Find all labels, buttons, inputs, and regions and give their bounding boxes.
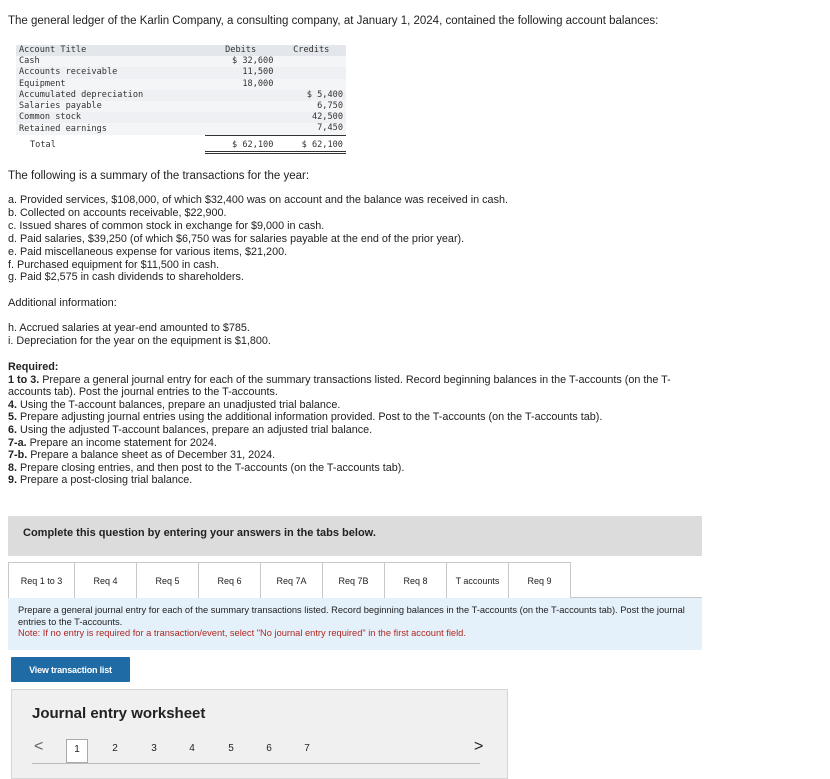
tab-req-1-to-3[interactable]: Req 1 to 3 — [8, 562, 75, 598]
view-transaction-list-button[interactable]: View transaction list — [11, 657, 130, 682]
ledger-total-row — [16, 135, 346, 152]
required-text: Prepare a post-closing trial balance. — [17, 474, 193, 487]
page-6[interactable]: 6 — [266, 743, 272, 754]
transaction-item: b. Collected on accounts receivable, $22,900. — [8, 206, 227, 219]
page-3[interactable]: 3 — [151, 743, 157, 754]
ledger-cell-debit — [205, 101, 277, 112]
required-heading: Required: — [8, 361, 59, 373]
ledger-cell-title: Accumulated depreciation — [16, 90, 205, 101]
ledger-cell-debit: $ 32,600 — [205, 56, 277, 67]
ledger-cell-debit: 11,500 — [205, 67, 277, 78]
required-item — [8, 424, 708, 437]
journal-entry-worksheet — [11, 689, 508, 779]
page-1[interactable]: 1 — [66, 739, 88, 763]
page-4[interactable]: 4 — [189, 743, 195, 754]
ledger-cell-debit: 18,000 — [205, 79, 277, 90]
ledger-row — [16, 90, 346, 101]
chevron-right-icon[interactable]: > — [474, 738, 484, 755]
ledger-cell-credit — [276, 56, 346, 67]
ledger-total-label: Total — [16, 135, 205, 152]
required-item — [8, 474, 708, 487]
intro-text: The general ledger of the Karlin Company, a consulting company, at January 1, 2024, contained the following account balances: — [8, 15, 659, 27]
ledger-cell-debit — [205, 112, 277, 123]
ledger-cell-credit: $ 5,400 — [276, 90, 346, 101]
ledger-row — [16, 101, 346, 112]
transaction-list — [8, 194, 508, 284]
ledger-cell-title: Accounts receivable — [16, 67, 205, 78]
ledger-cell-credit — [276, 67, 346, 78]
tab-req-6[interactable]: Req 6 — [198, 562, 261, 598]
page-5[interactable]: 5 — [228, 743, 234, 754]
ledger-cell-credit — [276, 79, 346, 90]
required-text: Prepare adjusting journal entries using the additional information provided. Post to the T-accounts (on the T-accounts tab). — [17, 411, 603, 424]
tab-req-4[interactable]: Req 4 — [74, 562, 137, 598]
tab-t-accounts[interactable]: T accounts — [446, 562, 509, 598]
required-item — [8, 411, 708, 424]
ledger-header-credit: Credits — [276, 45, 346, 56]
ledger-cell-debit — [205, 123, 277, 135]
ledger-total-credit: $ 62,100 — [276, 135, 346, 152]
required-label: 7-b. — [8, 449, 28, 462]
required-label: 1 to 3. — [8, 373, 40, 386]
transaction-item: e. Paid miscellaneous expense for various items, $21,200. — [8, 245, 288, 258]
ledger-total-debit: $ 62,100 — [205, 135, 277, 152]
tab-req-8[interactable]: Req 8 — [384, 562, 447, 598]
required-item — [8, 462, 708, 475]
page-2[interactable]: 2 — [112, 743, 118, 754]
required-label: 4. — [8, 398, 18, 411]
summary-heading: The following is a summary of the transactions for the year: — [8, 170, 310, 182]
required-text: Using the T-account balances, prepare an unadjusted trial balance. — [17, 398, 341, 411]
transaction-item: f. Purchased equipment for $11,500 in cash. — [8, 258, 220, 271]
ledger-row — [16, 112, 346, 123]
ledger-table — [16, 45, 346, 154]
instruction-panel — [8, 598, 702, 650]
required-text: Prepare closing entries, and then post to the T-accounts (on the T-accounts tab). — [17, 461, 405, 474]
tab-req-5[interactable]: Req 5 — [136, 562, 199, 598]
ledger-cell-title: Retained earnings — [16, 123, 205, 135]
ledger-row — [16, 56, 346, 67]
required-text: Prepare a balance sheet as of December 31, 2024. — [27, 449, 276, 462]
transaction-item: a. Provided services, $108,000, of which $32,400 was on account and the balance was received in cash. — [8, 194, 508, 206]
required-item — [8, 449, 708, 462]
transaction-item: c. Issued shares of common stock in exchange for $9,000 in cash. — [8, 219, 325, 232]
required-label: 8. — [8, 461, 18, 474]
pager-divider — [32, 763, 480, 764]
required-label: 9. — [8, 474, 18, 487]
ledger-cell-title: Equipment — [16, 79, 205, 90]
page-7[interactable]: 7 — [304, 743, 310, 754]
ledger-cell-credit: 7,450 — [276, 123, 346, 135]
requirement-tabs — [8, 562, 702, 598]
instruction-note: Note: If no entry is required for a transaction/event, select "No journal entry required" in the first account field. — [18, 628, 466, 638]
required-label: 7-a. — [8, 436, 27, 449]
tab-req-7b[interactable]: Req 7B — [322, 562, 385, 598]
ledger-row — [16, 123, 346, 135]
additional-list — [8, 322, 271, 348]
additional-item: i. Depreciation for the year on the equipment is $1,800. — [8, 334, 271, 347]
required-item — [8, 399, 708, 412]
complete-banner: Complete this question by entering your answers in the tabs below. — [8, 516, 702, 556]
required-section — [8, 361, 708, 487]
chevron-left-icon[interactable]: < — [34, 738, 44, 755]
tab-req-7a[interactable]: Req 7A — [260, 562, 323, 598]
transaction-item: g. Paid $2,575 in cash dividends to shareholders. — [8, 271, 244, 284]
ledger-cell-credit: 6,750 — [276, 101, 346, 112]
required-item — [8, 437, 708, 450]
ledger-header-title: Account Title — [16, 45, 205, 56]
worksheet-title: Journal entry worksheet — [32, 705, 206, 722]
instruction-text: Prepare a general journal entry for each of the summary transactions listed. Record beginning balances in the T-accounts (on the T-accounts tab). Post the journal entries to the T-accounts. — [18, 605, 685, 627]
additional-item: h. Accrued salaries at year-end amounted to $785. — [8, 322, 250, 334]
ledger-cell-title: Cash — [16, 56, 205, 67]
ledger-cell-credit: 42,500 — [276, 112, 346, 123]
ledger-row — [16, 67, 346, 78]
ledger-header-debit: Debits — [205, 45, 277, 56]
additional-heading: Additional information: — [8, 297, 117, 309]
ledger-cell-title: Salaries payable — [16, 101, 205, 112]
worksheet-pager — [32, 734, 492, 764]
ledger-cell-title: Common stock — [16, 112, 205, 123]
tab-req-9[interactable]: Req 9 — [508, 562, 571, 598]
ledger-row — [16, 79, 346, 90]
required-text: Prepare an income statement for 2024. — [26, 436, 217, 449]
transaction-item: d. Paid salaries, $39,250 (of which $6,750 was for salaries payable at the end of the prior year). — [8, 232, 465, 245]
required-text: Prepare a general journal entry for each of the summary transactions listed. Record beginning balances in the T-accounts (on the T-accounts tab). Post the journal entries to the T-accounts. — [8, 373, 671, 399]
required-text: Using the adjusted T-account balances, prepare an adjusted trial balance. — [17, 423, 373, 436]
ledger-cell-debit — [205, 90, 277, 101]
required-label: 5. — [8, 411, 18, 424]
required-label: 6. — [8, 423, 18, 436]
required-item — [8, 374, 708, 399]
